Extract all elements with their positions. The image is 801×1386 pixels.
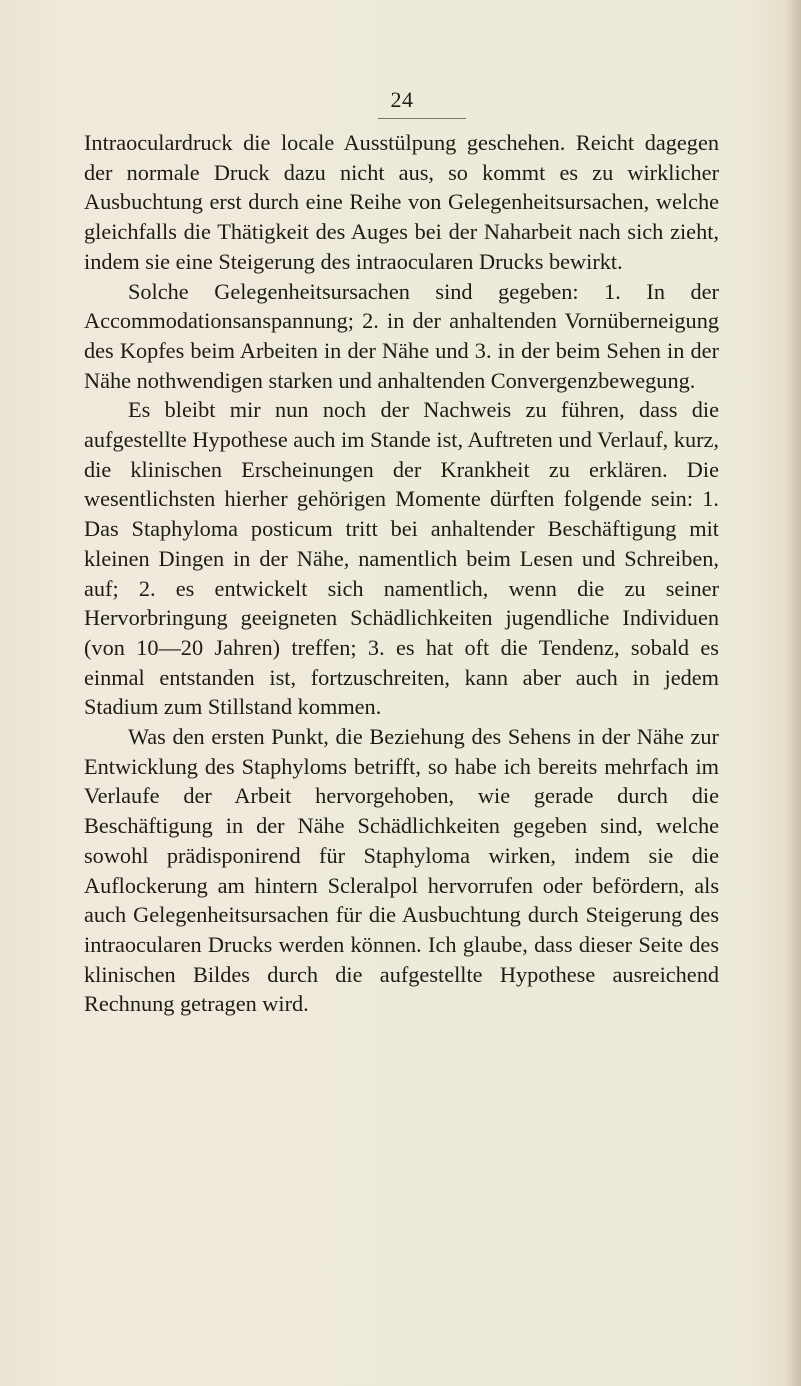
paragraph-2: Solche Gelegenheitsursachen sind gegeben: 1. In der Accommodationsanspannung; 2. in der anhaltenden Vornüberneigung des Kopfes beim Arbeiten in der Nähe und 3. in der beim Sehen in der Nähe nothwendigen starken und anhaltenden Convergenzbewegung. bbox=[84, 278, 719, 393]
paragraph-4: Was den ersten Punkt, die Beziehung des Sehens in der Nähe zur Entwicklung des Staphyloms betrifft, so habe ich bereits mehrfach im Verlaufe der Arbeit hervorgehoben, wie gerade durch die Beschäftigung in der Nähe Schädlichkeiten gegeben sind, welche sowohl prädisponirend für Staphyloma wirken, indem sie die Auflockerung am hintern Scleralpol hervorrufen oder befördern, als auch Gelegenheitsursachen für die Ausbuchtung durch Steigerung des intraocularen Drucks werden können. Ich glaube, dass dieser Seite des klinischen Bildes durch die aufgestellte Hypothese ausreichend Rechnung getragen wird. bbox=[84, 724, 719, 1017]
body-text bbox=[84, 128, 719, 1019]
page-number: 24 bbox=[390, 87, 414, 112]
page-edge-shadow bbox=[785, 0, 801, 1386]
paragraph-3: Es bleibt mir nun noch der Nachweis zu führen, dass die aufgestellte Hypothese auch im Stande ist, Auftreten und Verlauf, kurz, die klinischen Erscheinungen der Krankheit zu erklären. Die wesentlichsten hierher gehörigen Momente dürften folgende sein: 1. Das Staphyloma posticum tritt bei anhaltender Beschäftigung mit kleinen Dingen in der Nähe, namentlich beim Lesen und Schreiben, auf; 2. es entwickelt sich namentlich, wenn die zu seiner Hervorbringung geeigneten Schädlichkeiten jugendliche Individuen (von 10—20 Jahren) treffen; 3. es hat oft die Tendenz, sobald es einmal entstanden ist, fortzuschreiten, kann aber auch in jedem Stadium zum Stillstand kommen. bbox=[84, 397, 719, 720]
page-number-rule bbox=[378, 118, 466, 119]
paragraph-1: Intraoculardruck die locale Ausstülpung geschehen. Reicht dagegen der normale Druck dazu nicht aus, so kommt es zu wirklicher Ausbuchtung erst durch eine Reihe von Gelegenheitsursachen, welche gleichfalls die Thätigkeit des Auges bei der Naharbeit nach sich zieht, indem sie eine Steigerung des intraocularen Drucks bewirkt. bbox=[84, 130, 719, 274]
